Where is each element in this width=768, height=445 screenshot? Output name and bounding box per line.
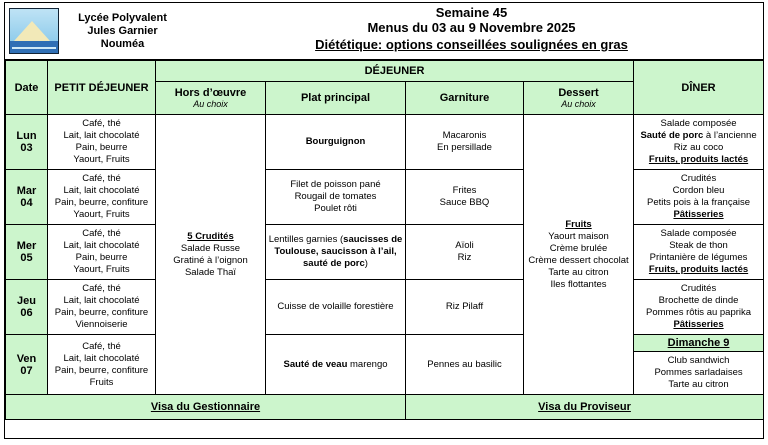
dinner-item: Pommes rôtis au paprika bbox=[645, 307, 752, 318]
dinner-item: Salade composée bbox=[660, 228, 737, 239]
main-line bbox=[268, 359, 403, 371]
breakfast-line: Pain, beurre, confiture bbox=[54, 307, 149, 318]
side-line: Macaronis bbox=[442, 130, 487, 141]
day-name-2: Mer bbox=[16, 240, 37, 252]
dinner-item: Club sandwich bbox=[667, 355, 730, 366]
starter-line: Salade Russe bbox=[180, 242, 241, 254]
main-line bbox=[268, 234, 403, 270]
dinner-item-suffix: à l’ancienne bbox=[703, 130, 757, 141]
col-header-dessert-label: Dessert bbox=[558, 87, 599, 99]
main-segment: Bourguignon bbox=[305, 136, 366, 147]
dinner-item: Pâtisseries bbox=[673, 319, 724, 330]
day-number-3: 06 bbox=[20, 307, 33, 319]
dinner-line bbox=[637, 197, 760, 209]
breakfast-line: Fruits bbox=[89, 376, 114, 388]
school-identity bbox=[5, 3, 180, 59]
dinner-item: Crudités bbox=[680, 283, 717, 294]
breakfast-line: Yaourt, Fruits bbox=[73, 154, 130, 165]
breakfast-cell-4 bbox=[48, 335, 156, 395]
dinner-line bbox=[637, 142, 760, 154]
side-cell-2 bbox=[406, 225, 524, 280]
col-header-starter-sub: Au choix bbox=[193, 99, 228, 109]
day-name-4: Ven bbox=[16, 352, 37, 365]
dinner-item: Crudités bbox=[680, 173, 717, 184]
school-line-3: Nouméa bbox=[100, 37, 145, 50]
main-segment: saucisses de Toulouse, saucisson à l’ail, sauté de porc bbox=[274, 234, 403, 269]
starter-line: Salade Thaï bbox=[184, 266, 237, 278]
dessert-line: Tarte au citron bbox=[548, 266, 609, 278]
dinner-item: Pâtisseries bbox=[673, 209, 724, 220]
breakfast-cell-1 bbox=[48, 170, 156, 225]
row-date-4 bbox=[6, 335, 48, 395]
main-line: Rougail de tomates bbox=[294, 191, 377, 202]
row-date-0 bbox=[6, 115, 48, 170]
main-cell-1 bbox=[266, 170, 406, 225]
breakfast-line: Lait, lait chocolaté bbox=[63, 295, 140, 306]
table-header-group-row bbox=[6, 61, 764, 82]
school-name bbox=[65, 12, 180, 51]
school-line-2: Jules Garnier bbox=[87, 24, 158, 37]
visa-proviseur: Visa du Proviseur bbox=[406, 395, 764, 420]
breakfast-line: Pain, beurre, confiture bbox=[54, 197, 149, 208]
dinner-line bbox=[637, 154, 760, 166]
dinner-cell-3 bbox=[634, 280, 764, 335]
col-header-dessert-sub: Au choix bbox=[561, 99, 596, 109]
breakfast-line: Lait, lait chocolaté bbox=[63, 185, 140, 196]
side-cell-0 bbox=[406, 115, 524, 170]
dinner-item: Riz au coco bbox=[673, 142, 724, 153]
day-name-1: Mar bbox=[16, 185, 37, 197]
date-range: Menus du 03 au 9 Novembre 2025 bbox=[367, 20, 576, 35]
main-segment: Lentilles garnies ( bbox=[268, 234, 344, 245]
dessert-line: Fruits bbox=[565, 218, 592, 230]
document-title bbox=[180, 3, 763, 59]
dinner-item: Sauté de porc bbox=[640, 130, 704, 141]
row-date-2 bbox=[6, 225, 48, 280]
main-cell-0 bbox=[266, 115, 406, 170]
dinner-list-4 bbox=[634, 352, 763, 394]
side-line: Aïoli bbox=[455, 240, 474, 251]
school-crest-icon bbox=[9, 8, 59, 54]
side-line: En persillade bbox=[437, 142, 492, 153]
dinner-line bbox=[636, 379, 761, 391]
dinner-item: Fruits, produits lactés bbox=[648, 154, 749, 165]
dinner-cell-1 bbox=[634, 170, 764, 225]
dinner-line bbox=[636, 367, 761, 379]
breakfast-line: Yaourt, Fruits bbox=[73, 264, 130, 275]
menu-table bbox=[5, 60, 764, 420]
dinner-item: Steak de thon bbox=[669, 240, 728, 251]
dinner-item: Tarte au citron bbox=[668, 379, 729, 390]
dinner-line bbox=[637, 283, 760, 295]
day-name-3: Jeu bbox=[17, 295, 36, 307]
breakfast-line: Yaourt, Fruits bbox=[73, 209, 130, 220]
dessert-line: Crème dessert chocolat bbox=[528, 254, 629, 266]
main-segment: ) bbox=[364, 258, 368, 269]
breakfast-line: Café, thé bbox=[82, 340, 121, 352]
dinner-line bbox=[637, 295, 760, 307]
dinner-line bbox=[637, 264, 760, 276]
breakfast-line: Café, thé bbox=[82, 118, 121, 129]
main-line: Cuisse de volaille forestière bbox=[277, 301, 394, 312]
dinner-line bbox=[637, 130, 760, 142]
breakfast-line: Viennoiserie bbox=[75, 319, 128, 330]
side-cell-1 bbox=[406, 170, 524, 225]
week-number: Semaine 45 bbox=[435, 5, 508, 20]
col-header-starter bbox=[156, 82, 266, 115]
breakfast-line: Café, thé bbox=[82, 173, 121, 184]
side-cell-4 bbox=[406, 335, 524, 395]
breakfast-line: Café, thé bbox=[82, 283, 121, 294]
main-cell-3 bbox=[266, 280, 406, 335]
col-header-main: Plat principal bbox=[266, 82, 406, 115]
dinner-cell-4 bbox=[634, 335, 764, 395]
col-header-date: Date bbox=[6, 61, 48, 115]
dinner-item: Petits pois à la française bbox=[647, 197, 751, 208]
col-header-dessert bbox=[524, 82, 634, 115]
side-line: Riz bbox=[457, 252, 472, 263]
dinner-line bbox=[637, 228, 760, 240]
dinner-line bbox=[636, 355, 761, 367]
school-line-1: Lycée Polyvalent bbox=[78, 11, 167, 24]
col-header-starter-label: Hors d’œuvre bbox=[174, 87, 247, 99]
menu-sheet bbox=[4, 2, 764, 439]
table-row bbox=[6, 225, 764, 280]
dinner-item: Pommes sarladaises bbox=[654, 367, 743, 378]
day-number-0: 03 bbox=[20, 142, 33, 154]
side-line: Sauce BBQ bbox=[439, 197, 490, 208]
breakfast-cell-0 bbox=[48, 115, 156, 170]
table-row bbox=[6, 280, 764, 335]
table-row bbox=[6, 335, 764, 395]
breakfast-cell-2 bbox=[48, 225, 156, 280]
main-segment: Sauté de veau bbox=[283, 358, 348, 370]
main-cell-4 bbox=[266, 335, 406, 395]
dinner-line bbox=[637, 185, 760, 197]
breakfast-line: Pain, beurre bbox=[75, 252, 128, 263]
dinner-line bbox=[637, 319, 760, 331]
diet-note: Diététique: options conseillées soulignées en gras bbox=[315, 37, 628, 52]
breakfast-line: Pain, beurre bbox=[75, 142, 128, 153]
side-line: Frites bbox=[452, 185, 477, 196]
dessert-line: Iles flottantes bbox=[550, 278, 607, 290]
day-name-0: Lun bbox=[16, 130, 37, 142]
dinner-line bbox=[637, 307, 760, 319]
dinner-item: Cordon bleu bbox=[672, 185, 725, 196]
dinner-item: Printanière de légumes bbox=[649, 252, 748, 263]
starter-line: Gratiné à l’oignon bbox=[173, 254, 248, 266]
side-cell-3 bbox=[406, 280, 524, 335]
row-date-3 bbox=[6, 280, 48, 335]
dinner-item: Fruits, produits lactés bbox=[648, 264, 749, 275]
dinner-line bbox=[637, 118, 760, 130]
table-row bbox=[6, 115, 764, 170]
document-header bbox=[5, 3, 763, 60]
side-line: Riz Pilaff bbox=[445, 301, 484, 312]
col-header-breakfast: PETIT DÉJEUNER bbox=[48, 61, 156, 115]
visa-gestionnaire: Visa du Gestionnaire bbox=[6, 395, 406, 420]
dessert-cell bbox=[524, 115, 634, 395]
breakfast-cell-3 bbox=[48, 280, 156, 335]
main-segment: marengo bbox=[347, 358, 388, 370]
breakfast-line: Lait, lait chocolaté bbox=[63, 240, 140, 251]
breakfast-line: Lait, lait chocolaté bbox=[63, 352, 140, 364]
dinner-line bbox=[637, 209, 760, 221]
dinner-cell-0 bbox=[634, 115, 764, 170]
day-number-2: 05 bbox=[20, 252, 33, 264]
side-line: Pennes au basilic bbox=[427, 358, 502, 370]
dinner-line bbox=[637, 240, 760, 252]
main-line: Poulet rôti bbox=[314, 203, 357, 214]
sunday-header: Dimanche 9 bbox=[634, 335, 763, 352]
dinner-item: Brochette de dinde bbox=[658, 295, 739, 306]
day-number-4: 07 bbox=[20, 364, 33, 377]
col-header-dinner: DÎNER bbox=[634, 61, 764, 115]
main-cell-2 bbox=[266, 225, 406, 280]
row-date-1 bbox=[6, 170, 48, 225]
starter-line: 5 Crudités bbox=[187, 230, 234, 242]
starter-cell bbox=[156, 115, 266, 395]
day-number-1: 04 bbox=[20, 197, 33, 209]
main-line: Filet de poisson pané bbox=[290, 179, 381, 190]
dessert-line: Yaourt maison bbox=[548, 230, 609, 242]
table-row bbox=[6, 170, 764, 225]
breakfast-line: Pain, beurre, confiture bbox=[54, 364, 149, 376]
breakfast-line: Café, thé bbox=[82, 228, 121, 239]
signature-row bbox=[6, 395, 764, 420]
dessert-line: Crème brulée bbox=[549, 242, 608, 254]
main-line bbox=[268, 136, 403, 148]
col-header-lunch: DÉJEUNER bbox=[156, 61, 634, 82]
col-header-side: Garniture bbox=[406, 82, 524, 115]
dinner-cell-2 bbox=[634, 225, 764, 280]
dinner-line bbox=[637, 252, 760, 264]
dinner-line bbox=[637, 173, 760, 185]
dinner-item: Salade composée bbox=[660, 118, 737, 129]
breakfast-line: Lait, lait chocolaté bbox=[63, 130, 140, 141]
